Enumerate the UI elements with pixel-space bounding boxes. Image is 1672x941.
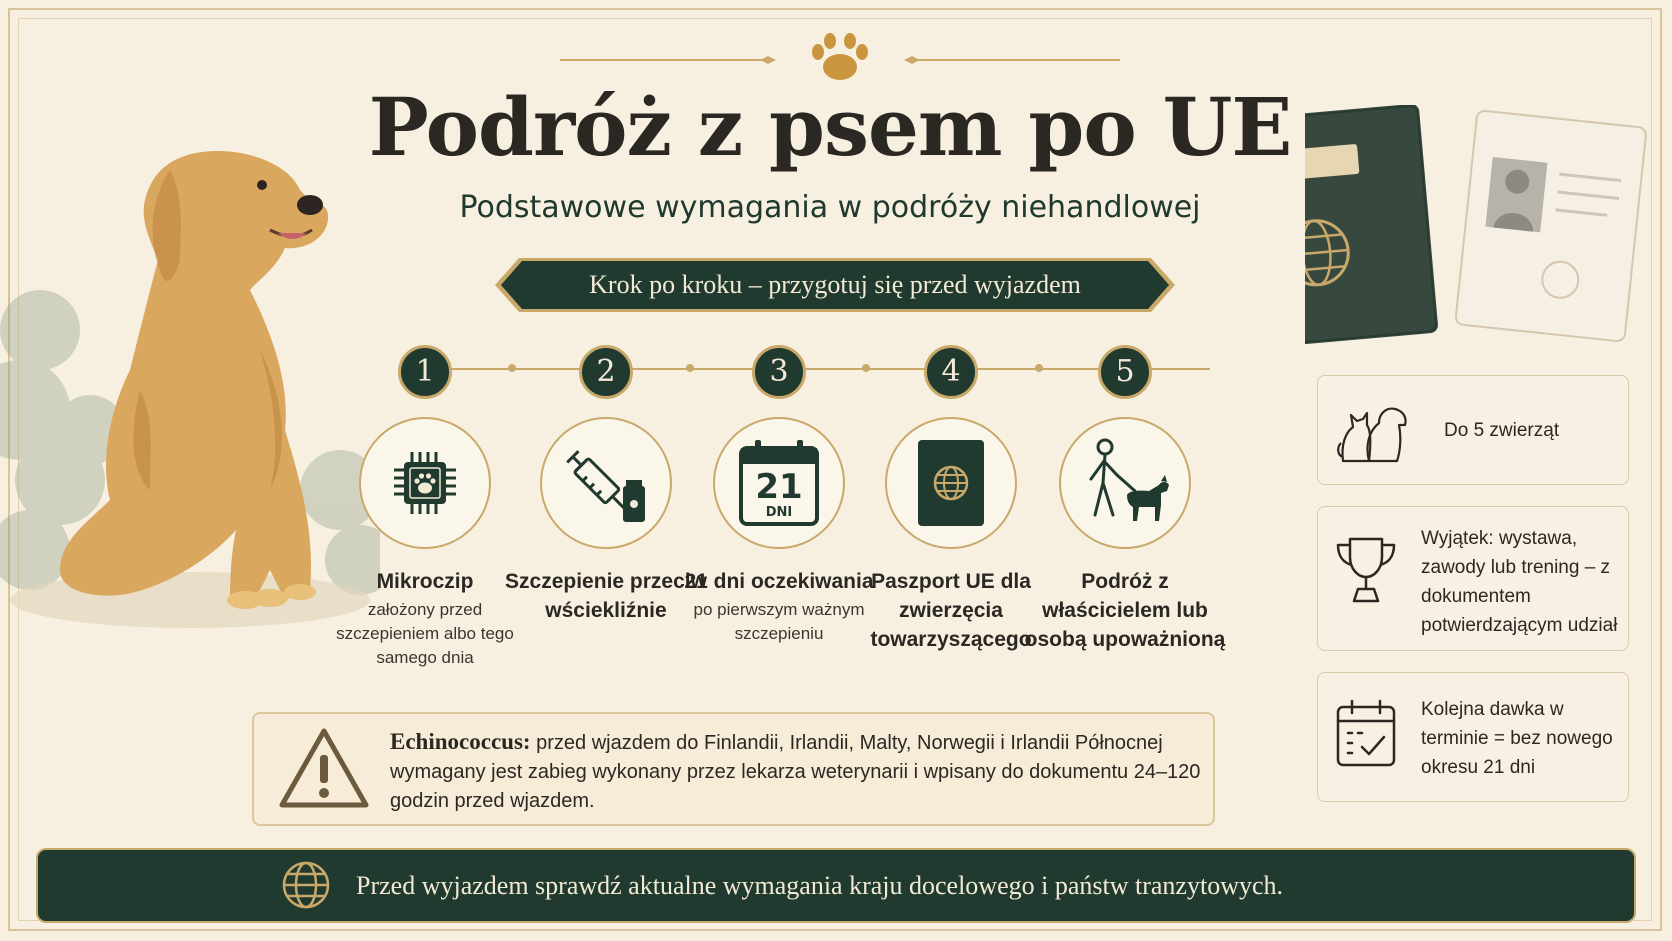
side-card-text: Kolejna dawka w terminie = bez nowego okresu 21 dni [1421, 699, 1613, 778]
step-icon-circle [1059, 417, 1191, 549]
step-title: Podróż z właścicielem lub osobą upoważnioną [1024, 570, 1226, 651]
footer-text: Przed wyjazdem sprawdź aktualne wymagania kraju docelowego i państw tranzytowych. [356, 871, 1284, 900]
step-number: 2 [579, 345, 633, 399]
globe-icon [280, 859, 332, 911]
step-title: 21 dni oczekiwania [684, 570, 874, 593]
ribbon-text: Krok po kroku – przygotuj się przed wyjazdem [589, 270, 1081, 299]
warning-label: Echinococcus: [390, 729, 531, 754]
step-number: 4 [924, 345, 978, 399]
warning-triangle-icon [276, 725, 372, 811]
step-icon-circle [540, 417, 672, 549]
cat-dog-icon [1335, 395, 1415, 465]
person-walking-dog-icon [1077, 435, 1173, 531]
step-title: Szczepienie przeciw wściekliźnie [505, 570, 707, 622]
side-card-text: Do 5 zwierząt [1444, 420, 1560, 441]
step-description: założony przed szczepieniem albo tego samego dnia [336, 600, 514, 667]
step-number: 1 [398, 345, 452, 399]
calendar-check-icon [1334, 697, 1398, 769]
passport-globe-icon [916, 438, 986, 528]
side-card-text: Wyjątek: wystawa, zawody lub trening – z dokumentem potwierdzającym udział [1421, 528, 1618, 636]
calendar-number: 21 [755, 467, 803, 507]
step-number: 3 [752, 345, 806, 399]
page-title: Podróż z psem po UE [368, 80, 1292, 174]
warning-text [390, 727, 1210, 816]
step-icon-circle [713, 417, 845, 549]
warning-body: przed wjazdem do Finlandii, Irlandii, Malty, Norwegii i Irlandii Północnej wymagany jest zabieg wykonany przez lekarza weterynarii i wpisany do dokumentu 24–120 godzin przed wjazdem. [390, 732, 1201, 812]
step-title: Mikroczip [376, 570, 474, 593]
step-microchip [320, 345, 530, 670]
step-title: Paszport UE dla zwierzęcia towarzyszącego [870, 570, 1032, 651]
calendar-21-icon [737, 438, 821, 528]
step-icon-circle [359, 417, 491, 549]
step-description: po pierwszym ważnym szczepieniu [693, 600, 865, 643]
calendar-label: DNI [765, 505, 793, 520]
page-subtitle: Podstawowe wymagania w podróży niehandlowej [459, 190, 1201, 225]
passport-illustration [1305, 105, 1655, 365]
syringe-vial-icon [561, 438, 651, 528]
step-icon-circle [885, 417, 1017, 549]
microchip-paw-icon [390, 448, 460, 518]
trophy-icon [1334, 535, 1398, 605]
step-travel [1020, 345, 1230, 654]
step-number: 5 [1098, 345, 1152, 399]
